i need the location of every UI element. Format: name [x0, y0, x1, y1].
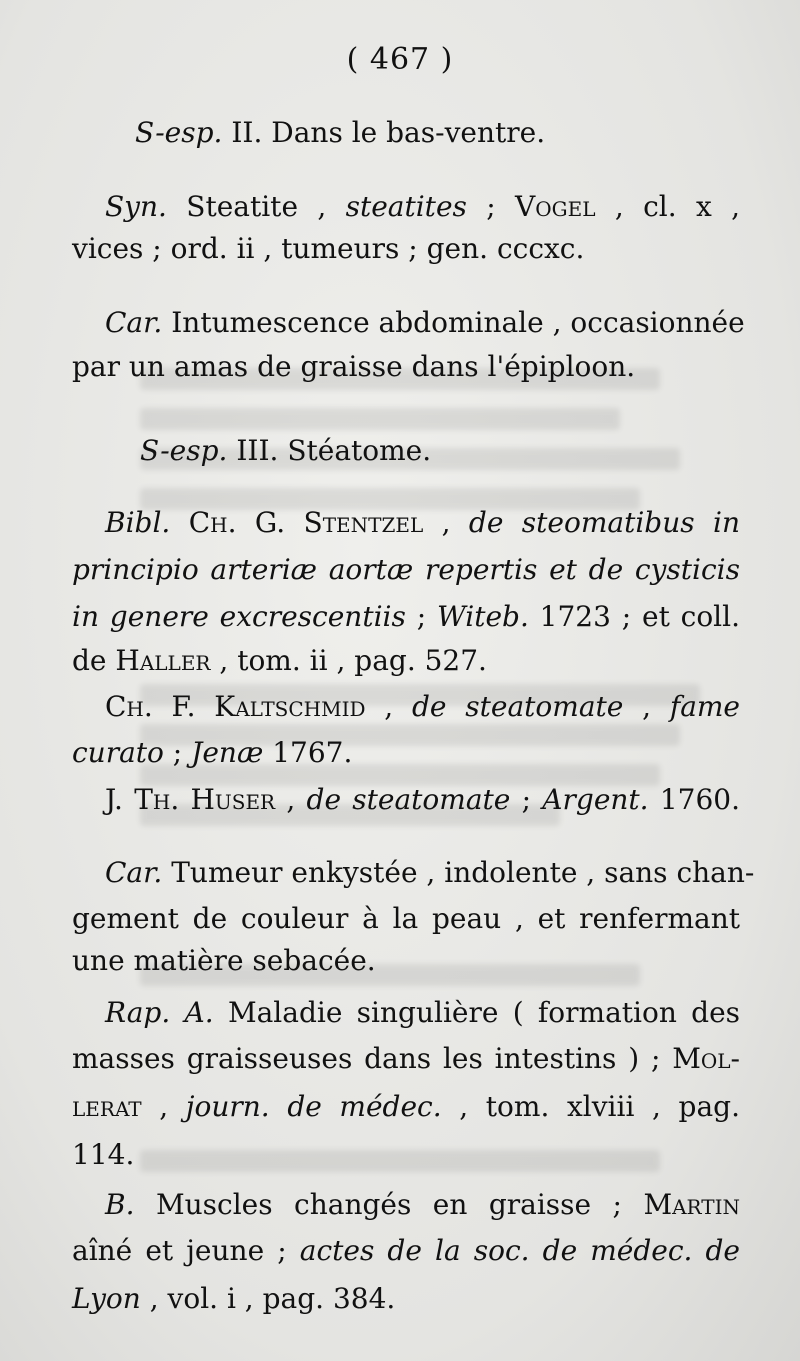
text-run: ,	[275, 783, 307, 816]
text-line	[105, 190, 740, 224]
text-run: Syn.	[105, 190, 187, 223]
page-number: ( 467 )	[346, 42, 454, 77]
text-run: ;	[510, 783, 543, 816]
text-line	[105, 1188, 740, 1222]
text-line	[72, 350, 740, 384]
text-line	[72, 1042, 740, 1076]
text-run: fame	[669, 690, 741, 723]
text-line	[72, 736, 740, 770]
text-run: Muscles changés en graisse ;	[155, 1188, 644, 1221]
text-run: actes de la soc. de médec. de	[299, 1234, 741, 1267]
text-run: , tom. ii , pag. 527.	[210, 644, 487, 677]
text-run: principio arteriæ aortæ repertis et de cysticis	[72, 553, 740, 586]
text-line	[105, 783, 740, 817]
text-run: ;	[405, 600, 437, 633]
text-run: ,	[365, 690, 412, 723]
text-run: , vol. i , pag. 384.	[140, 1282, 396, 1315]
text-run: S-esp.	[135, 116, 232, 149]
text-run: Car.	[105, 306, 172, 339]
text-line	[135, 116, 740, 150]
text-run: 114.	[72, 1138, 135, 1171]
text-run: Witeb.	[436, 600, 529, 633]
text-run: Rap. A.	[105, 996, 228, 1029]
text-run: Tumeur enkystée , indolente , sans chan-	[171, 856, 755, 889]
text-run: Lyon	[72, 1282, 141, 1315]
text-line	[72, 902, 740, 936]
text-run: de steatomate	[412, 690, 624, 723]
text-run: ,	[141, 1090, 186, 1123]
text-run: Haller	[115, 644, 211, 677]
text-run: Ch. F. Kaltschmid	[105, 690, 366, 723]
text-run: Ch. G. Stentzel	[188, 506, 424, 539]
text-run: in genere excrescentiis	[72, 600, 406, 633]
text-run: steatites	[345, 190, 467, 223]
text-run: Mol-	[672, 1042, 740, 1075]
text-run: , cl. x ,	[595, 190, 740, 223]
text-line	[105, 506, 740, 540]
text-line	[72, 1282, 740, 1316]
text-run: 1760.	[648, 783, 741, 816]
text-run: B.	[105, 1188, 156, 1221]
text-run: Car.	[105, 856, 172, 889]
text-run: de steomatibus in	[468, 506, 740, 539]
text-run: masses graisseuses dans les intestins ) ;	[72, 1042, 673, 1075]
text-line	[72, 1090, 740, 1124]
text-run: Martin	[643, 1188, 740, 1221]
text-run: Steatite ,	[186, 190, 346, 223]
text-run: ;	[466, 190, 516, 223]
text-run: lerat	[72, 1090, 142, 1123]
text-run: curato	[72, 736, 164, 769]
text-run: vices ; ord. ii , tumeurs ; gen. cccxc.	[72, 232, 585, 265]
text-run: gement de couleur à la peau , et renfermant	[72, 902, 740, 935]
text-run: S-esp.	[140, 434, 237, 467]
text-run: journ. de médec.	[185, 1090, 442, 1123]
text-line	[105, 856, 755, 890]
text-run: Vogel	[515, 190, 596, 223]
text-run: aîné et jeune ;	[72, 1234, 300, 1267]
text-run: Maladie singulière ( formation des	[227, 996, 741, 1029]
text-line	[72, 232, 740, 266]
text-line	[105, 690, 740, 724]
text-run: , tom. xlviii , pag.	[441, 1090, 741, 1123]
text-run: par un amas de graisse dans l'épiploon.	[72, 350, 636, 383]
text-run: 1723 ; et coll.	[528, 600, 740, 633]
text-run: de	[72, 644, 116, 677]
text-run: de steatomate	[306, 783, 511, 816]
text-run: ;	[163, 736, 192, 769]
text-line	[72, 944, 740, 978]
text-run: J. Th. Huser	[105, 783, 276, 816]
text-run: III. Stéatome.	[236, 434, 432, 467]
text-run: Bibl.	[105, 506, 189, 539]
text-line	[140, 434, 740, 468]
text-line	[72, 1234, 740, 1268]
text-line	[72, 644, 740, 678]
text-run: II. Dans le bas-ventre.	[231, 116, 546, 149]
text-line	[105, 306, 745, 340]
text-line	[72, 1138, 740, 1172]
text-run: 1767.	[263, 736, 353, 769]
text-run: ,	[423, 506, 469, 539]
text-run: une matière sebacée.	[72, 944, 376, 977]
text-run: Intumescence abdominale , occasionnée	[171, 306, 745, 339]
text-run: Argent.	[542, 783, 649, 816]
text-line	[72, 600, 740, 634]
text-line	[105, 996, 740, 1030]
text-run: Jenæ	[191, 736, 264, 769]
text-line	[72, 553, 740, 587]
text-run: ,	[623, 690, 670, 723]
